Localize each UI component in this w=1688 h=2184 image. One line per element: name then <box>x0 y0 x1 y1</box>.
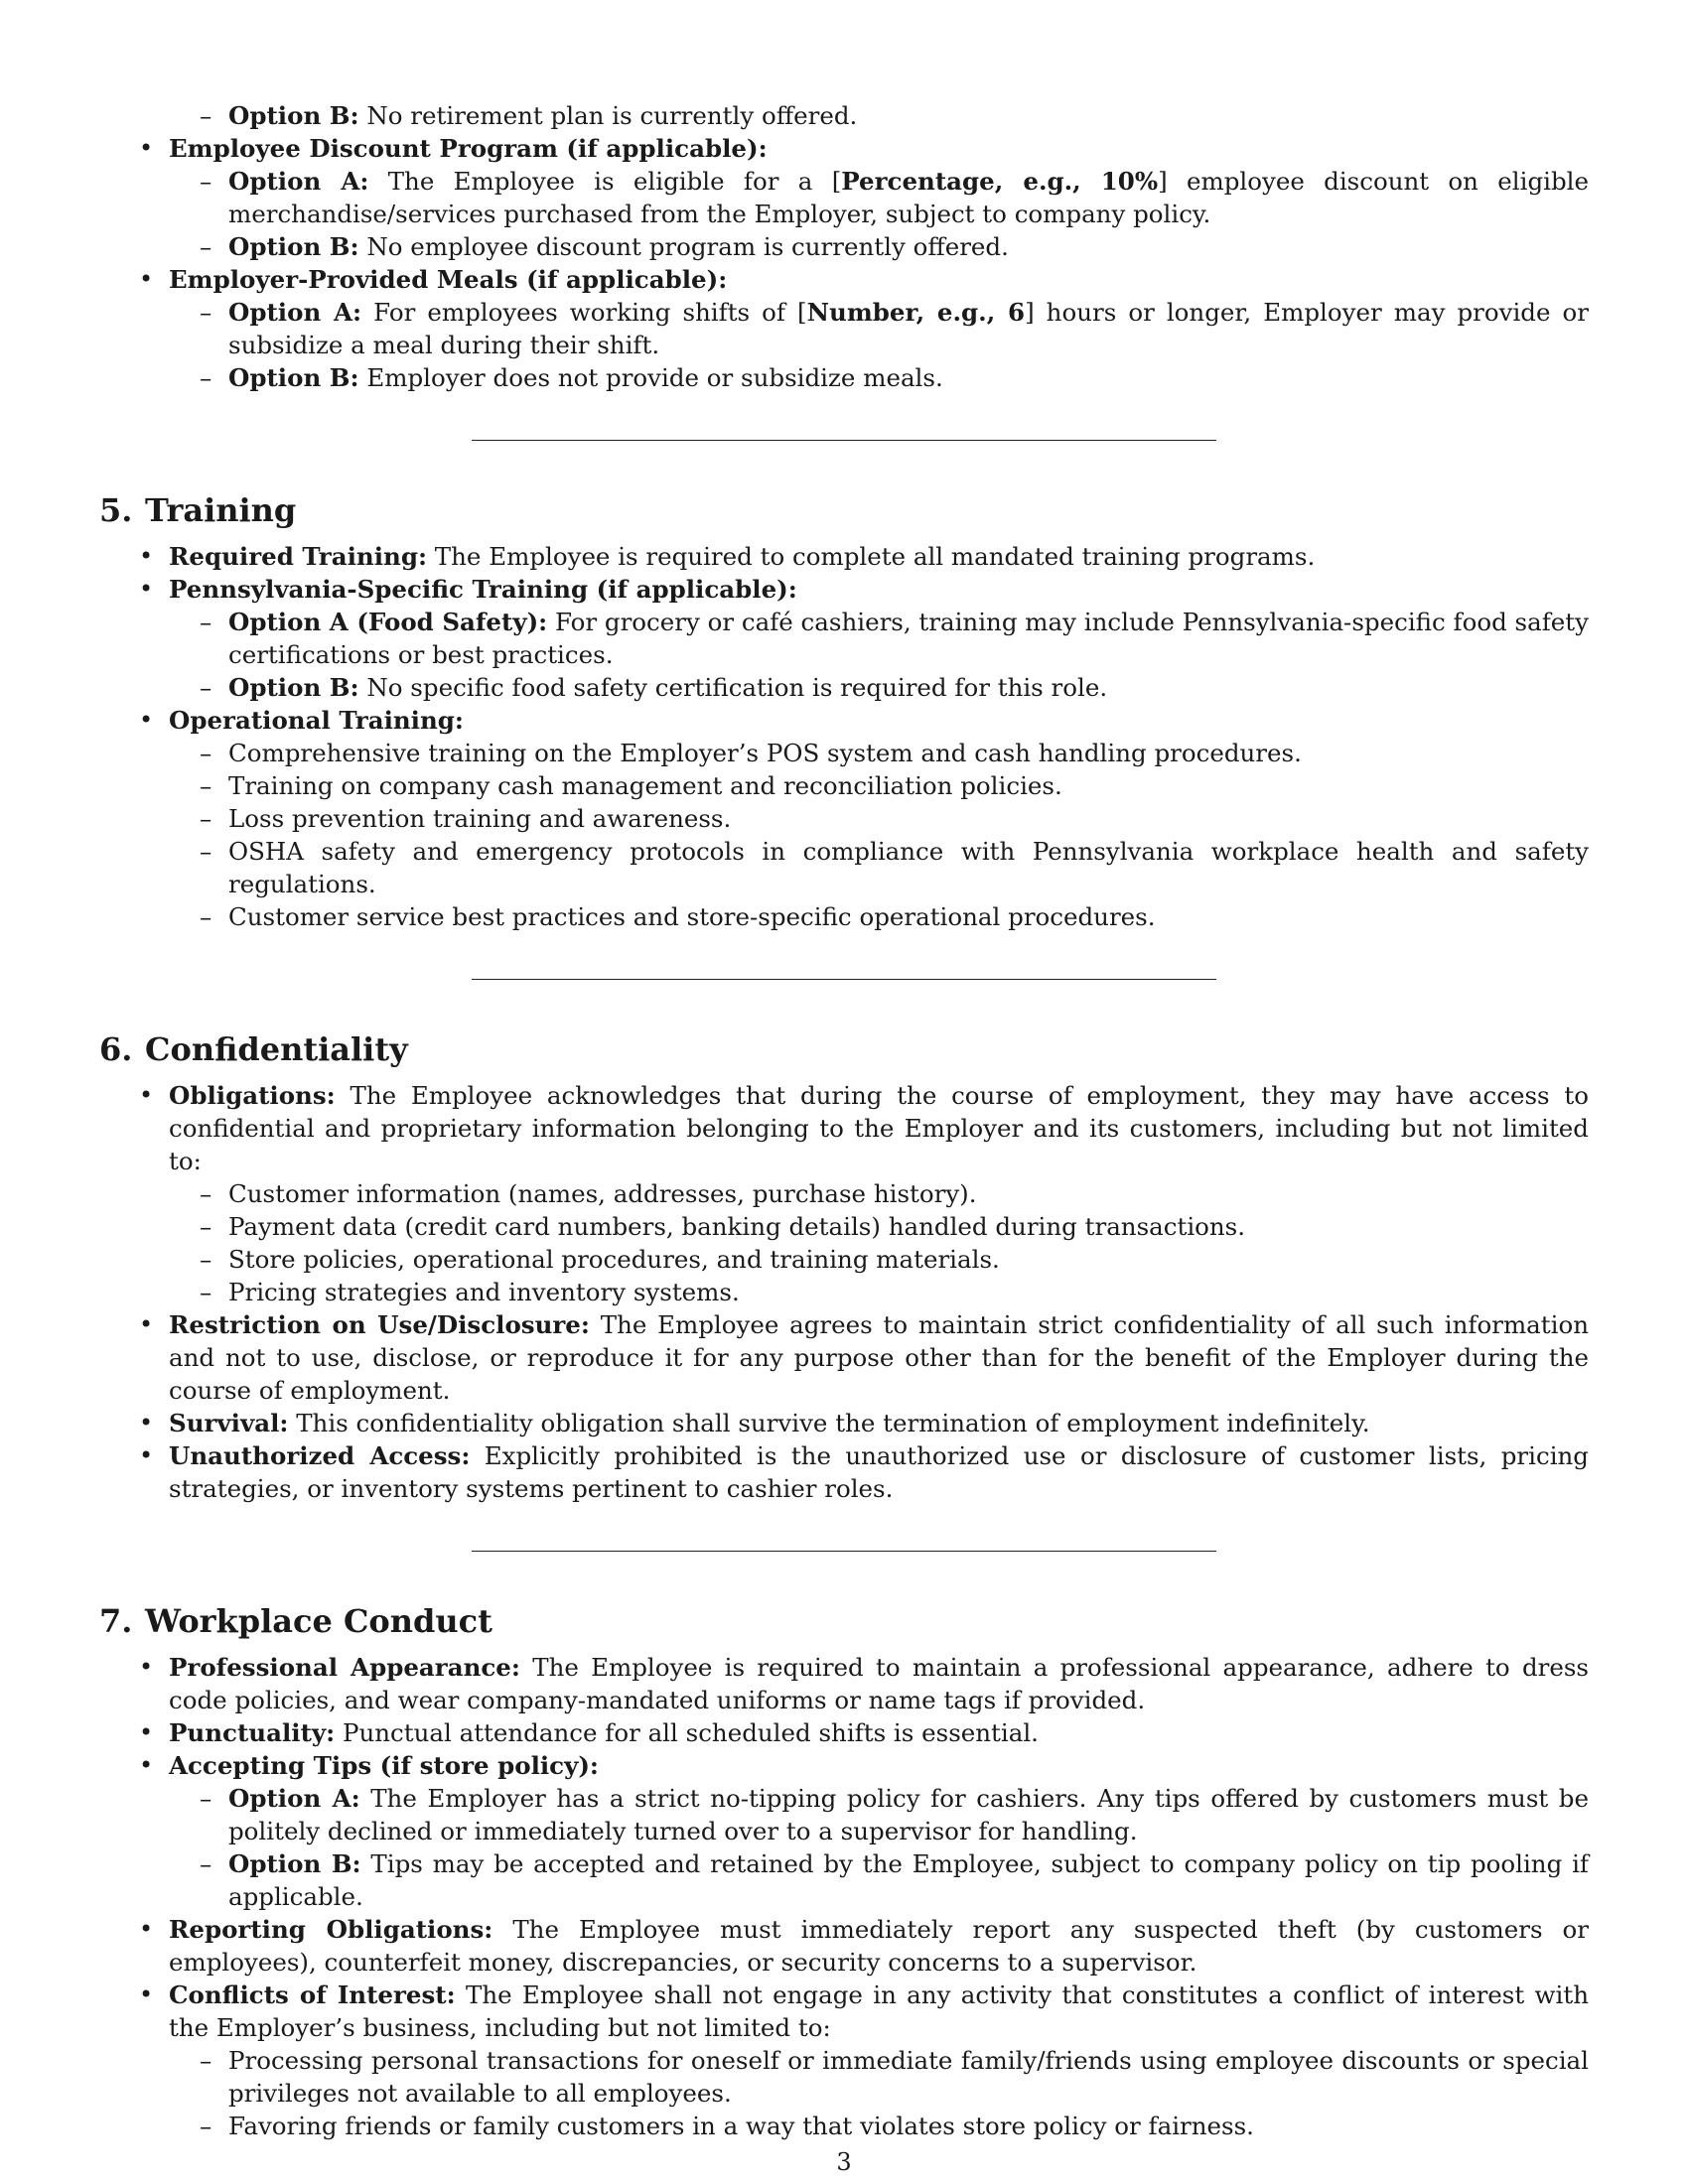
retirement-options-continued <box>99 99 1589 132</box>
meals-option-b <box>169 361 1589 394</box>
option-label: Option A: <box>228 167 369 196</box>
item-label: Conflicts of Interest: <box>169 1980 456 2009</box>
appearance-item <box>99 1651 1589 1716</box>
option-text: Employer does not provide or subsidize meals. <box>358 363 943 392</box>
option-text: The Employee is eligible for a [ <box>368 167 842 196</box>
option-text: For employees working shifts of [ <box>361 298 807 327</box>
item-text: The Employee agrees to maintain strict confidentiality of all such information and not to use, disclose, or reproduce it for any purpose other than for the benefit of the Employer during the course of employment. <box>169 1310 1589 1405</box>
option-text: For grocery or café cashiers, training may include Pennsylvania-specific food safety certifications or best practices. <box>228 608 1589 669</box>
section-heading-confidentiality <box>99 1029 1589 1069</box>
retirement-option-b <box>99 99 1589 132</box>
item-label: Survival: <box>169 1409 289 1437</box>
option-text: No specific food safety certification is required for this role. <box>358 673 1108 702</box>
item-label: Reporting Obligations: <box>169 1915 493 1944</box>
item-text: Punctual attendance for all scheduled shifts is essential. <box>335 1718 1039 1747</box>
obligations-subitems <box>169 1177 1589 1308</box>
meals-options <box>169 296 1589 394</box>
pa-training-options <box>169 606 1589 704</box>
option-label: Option B: <box>228 232 359 261</box>
option-label: Option B: <box>228 673 359 702</box>
pa-option-a <box>169 606 1589 671</box>
item-text: The Employee acknowledges that during the course of employment, they may have access to confidential and proprietary information belonging to the Employer and its customers, including but not limited to: <box>169 1081 1589 1175</box>
option-text: No retirement plan is currently offered. <box>358 101 858 130</box>
option-text: ] hours or longer, Employer may provide or subsidize a meal during their shift. <box>228 298 1589 359</box>
obligations-item <box>99 1079 1589 1308</box>
item-label: Operational Training: <box>169 706 464 735</box>
operational-training-item <box>99 704 1589 933</box>
list-item: – Payment data (credit card numbers, banking details) handled during transactions. <box>169 1210 1589 1243</box>
item-label: Pennsylvania-Specific Training (if applicable): <box>169 575 797 604</box>
item-label: Required Training: <box>169 542 428 571</box>
meals-item <box>99 263 1589 394</box>
operational-training-subitems <box>169 737 1589 933</box>
list-item: – Store policies, operational procedures, and training materials. <box>169 1243 1589 1276</box>
meals-label: Employer-Provided Meals (if applicable): <box>169 265 728 294</box>
option-label: Option B: <box>228 1849 361 1878</box>
item-label: Accepting Tips (if store policy): <box>169 1751 599 1780</box>
list-item: – Comprehensive training on the Employer’s POS system and cash handling procedures. <box>169 737 1589 769</box>
confidentiality-list <box>99 1079 1589 1505</box>
item-label: Professional Appearance: <box>169 1653 520 1682</box>
discount-option-b <box>169 230 1589 263</box>
page-content <box>99 99 1589 2142</box>
survival-item <box>99 1407 1589 1439</box>
list-item: – Pricing strategies and inventory systems. <box>169 1276 1589 1308</box>
pa-training-item <box>99 573 1589 704</box>
item-text: The Employee is required to complete all mandated training programs. <box>427 542 1316 571</box>
discount-option-a <box>169 165 1589 230</box>
option-text: Tips may be accepted and retained by the Employee, subject to company policy on tip pooling if applicable. <box>228 1849 1589 1911</box>
item-label: Restriction on Use/Disclosure: <box>169 1310 590 1339</box>
list-item: – Customer service best practices and store-specific operational procedures. <box>169 900 1589 933</box>
conflicts-item <box>99 1979 1589 2142</box>
placeholder-percentage: Percentage, e.g., 10% <box>841 167 1159 196</box>
conflicts-subitems <box>169 2044 1589 2142</box>
pa-option-b <box>169 671 1589 704</box>
item-text: The Employee shall not engage in any activity that constitutes a conflict of interest with the Employer’s business, including but not limited to: <box>169 1980 1589 2042</box>
placeholder-number: Number, e.g., 6 <box>806 298 1026 327</box>
item-text: This confidentiality obligation shall survive the termination of employment indefinitely. <box>288 1409 1370 1437</box>
option-text: ] employee discount on eligible merchandise/services purchased from the Employer, subject to company policy. <box>228 167 1589 228</box>
item-text: The Employee must immediately report any suspected theft (by customers or employees), counterfeit money, discrepancies, or security concerns to a supervisor. <box>169 1915 1590 1977</box>
option-label: Option B: <box>228 363 359 392</box>
list-item: – Loss prevention training and awareness. <box>169 802 1589 835</box>
tips-option-a <box>169 1782 1589 1847</box>
section-divider <box>472 440 1216 441</box>
item-label: Punctuality: <box>169 1718 336 1747</box>
section-number: 6. <box>99 1030 133 1068</box>
section-number: 5. <box>99 491 133 529</box>
meals-option-a <box>169 296 1589 361</box>
reporting-item <box>99 1913 1589 1979</box>
punctuality-item <box>99 1716 1589 1749</box>
list-item: – OSHA safety and emergency protocols in compliance with Pennsylvania workplace health and safety regulations. <box>169 835 1589 900</box>
section-divider <box>472 1551 1216 1552</box>
item-text: The Employee is required to maintain a professional appearance, adhere to dress code policies, and wear company-mandated uniforms or name tags if provided. <box>169 1653 1589 1714</box>
discount-program-item <box>99 132 1589 263</box>
list-item: – Customer information (names, addresses, purchase history). <box>169 1177 1589 1210</box>
unauthorized-access-item <box>99 1439 1589 1505</box>
section-heading-workplace-conduct <box>99 1601 1589 1641</box>
option-text: The Employer has a strict no-tipping policy for cashiers. Any tips offered by customers must be politely declined or immediately turned over to a supervisor for handling. <box>228 1784 1589 1845</box>
item-label: Unauthorized Access: <box>169 1441 471 1470</box>
option-label: Option B: <box>228 101 359 130</box>
page-number: 3 <box>836 2148 852 2176</box>
discount-program-label: Employee Discount Program (if applicable): <box>169 134 768 163</box>
list-item: – Favoring friends or family customers in a way that violates store policy or fairness. <box>169 2110 1589 2142</box>
required-training-item <box>99 540 1589 573</box>
section-title: Confidentiality <box>145 1030 408 1068</box>
discount-options <box>169 165 1589 263</box>
option-text: No employee discount program is currently offered. <box>358 232 1009 261</box>
item-text: Explicitly prohibited is the unauthorized use or disclosure of customer lists, pricing strategies, or inventory systems pertinent to cashier roles. <box>169 1441 1589 1503</box>
option-label: Option A: <box>228 1784 360 1813</box>
tips-option-b <box>169 1847 1589 1913</box>
tips-options <box>169 1782 1589 1913</box>
conduct-list <box>99 1651 1589 2142</box>
tips-item <box>99 1749 1589 1913</box>
section-divider <box>472 979 1216 980</box>
training-list <box>99 540 1589 933</box>
section-number: 7. <box>99 1602 133 1640</box>
section-heading-training <box>99 490 1589 530</box>
list-item: – Processing personal transactions for oneself or immediate family/friends using employee discounts or special privileges not available to all employees. <box>169 2044 1589 2110</box>
option-label: Option A: <box>228 298 362 327</box>
section-title: Training <box>145 491 297 529</box>
benefits-list <box>99 132 1589 394</box>
list-item: – Training on company cash management and reconciliation policies. <box>169 769 1589 802</box>
restriction-item <box>99 1308 1589 1407</box>
item-label: Obligations: <box>169 1081 336 1110</box>
section-title: Workplace Conduct <box>145 1602 492 1640</box>
option-label: Option A (Food Safety): <box>228 608 548 636</box>
